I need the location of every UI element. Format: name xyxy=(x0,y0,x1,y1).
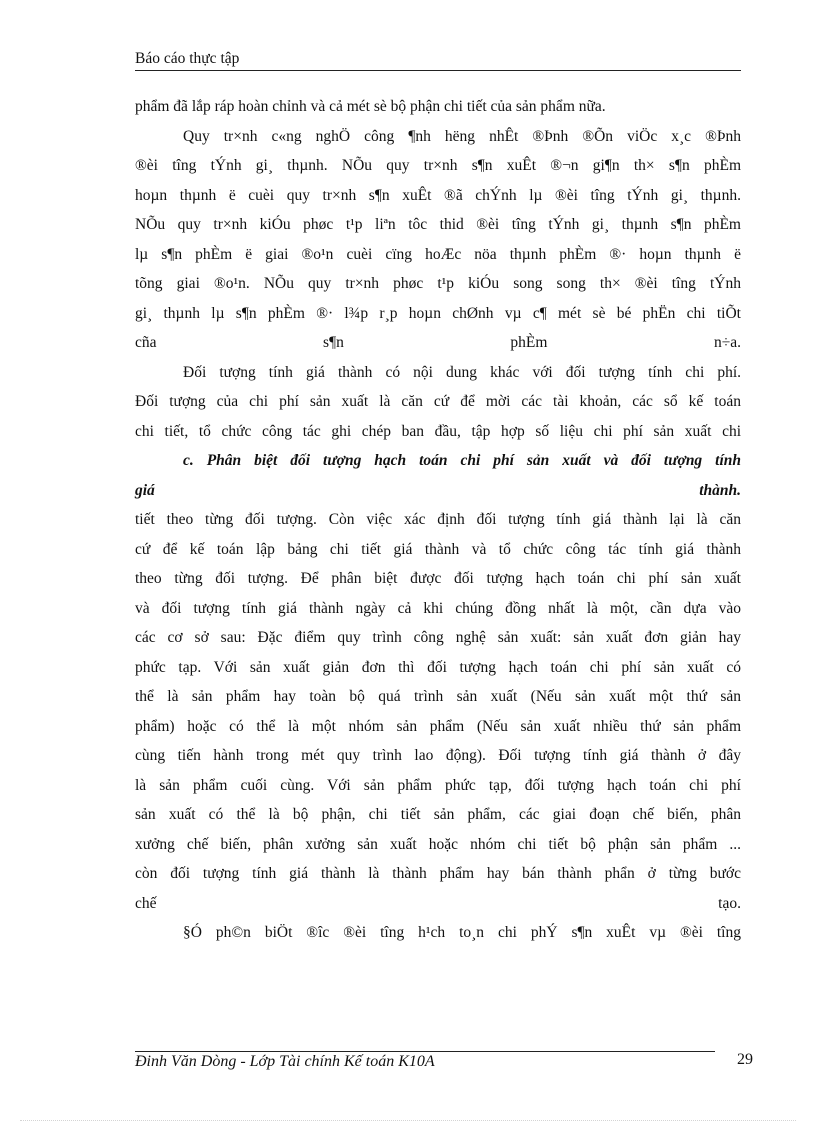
footer-rule xyxy=(135,1051,715,1052)
text-line: hoµn thµnh ë cuèi quy tr×nh s¶n xuÊt ®ã chÝnh lµ ®èi tîng tÝnh gi¸ thµnh. xyxy=(135,186,741,204)
text-line: sản xuất có thể là bộ phận, chi tiết sản phẩm, các giai đoạn chế biến, phân xyxy=(135,806,741,823)
page-number: 29 xyxy=(737,1051,753,1068)
text-line: thể là sản phẩm hay toàn bộ quá trình sản xuất (Nếu sản xuất một thứ sản xyxy=(135,688,741,705)
text-line: còn đối tượng tính giá thành là thành phẩm hay bán thành phẩn ở từng bước xyxy=(135,865,741,882)
page-edge-divider xyxy=(20,1120,796,1121)
text-line: chế tạo. xyxy=(135,894,741,912)
text-line: các cơ sở sau: Đặc điểm quy trình công nghệ sản xuất: sản xuất đơn giản hay xyxy=(135,629,741,646)
text-line: phức tạp. Với sản xuất giản đơn thì đối tượng hạch toán chi phí sản xuất có xyxy=(135,658,741,676)
text-line: là sản phẩm cuối cùng. Với sản phẩm phức tạp, đối tượng hạch toán chi phí xyxy=(135,776,741,794)
text-line: cứ để kế toán lập bảng chi tiết giá thành và tổ chức công tác tính giá thành xyxy=(135,540,741,558)
text-line: NÕu quy tr×nh kiÓu phøc t¹p liªn tôc thid ®èi tîng tÝnh gi¸ thµnh s¶n phÈm xyxy=(135,216,741,233)
text-line: theo từng đối tượng. Để phân biệt được đối tượng hạch toán chi phí sản xuất xyxy=(135,570,741,587)
text-line: phẩm) hoặc có thể là một nhóm sản phẩm (Nếu sản xuất nhiều thứ sản phẩm xyxy=(135,717,741,735)
text-line: cña s¶n phÈm n÷a. xyxy=(135,334,741,351)
text-line: tiết theo từng đối tượng. Còn việc xác định đối tượng tính giá thành lại là căn xyxy=(135,511,741,528)
section-heading-cont: giá thành. xyxy=(135,481,741,499)
text-line: lµ s¶n phÈm ë giai ®o¹n cuèi cïng hoÆc nöa thµnh phÈm ®· hoµn thµnh ë xyxy=(135,245,741,263)
footer-author: Đinh Văn Dòng - Lớp Tài chính Kế toán K10A xyxy=(135,1053,435,1070)
body-text xyxy=(135,92,741,948)
text-line: cùng tiến hành trong mét quy trình lao động). Đối tượng tính giá thành ở đây xyxy=(135,747,741,764)
page-header: Báo cáo thực tập xyxy=(135,50,741,71)
text-line: và đối tượng tính giá thành ngày cả khi chúng đồng nhất là một, cần dựa vào xyxy=(135,599,741,617)
text-line: Đối tượng tính giá thành có nội dung khác với đối tượng tính chi phí. xyxy=(183,363,741,381)
text-line: §Ó ph©n biÖt ®îc ®èi tîng h¹ch to¸n chi phÝ s¶n xuÊt vµ ®èi tîng xyxy=(183,924,741,941)
text-line: Đối tượng của chi phí sản xuất là căn cứ để mời các tài khoản, các sổ kế toán xyxy=(135,393,741,410)
section-heading: c. Phân biệt đối tượng hạch toán chi phí sản xuất và đối tượng tính xyxy=(183,452,741,469)
text-line: chi tiết, tổ chức công tác ghi chép ban đầu, tập hợp số liệu chi phí sản xuất chi xyxy=(135,422,741,440)
text-line: gi¸ thµnh lµ s¶n phÈm ®· l¾p r¸p hoµn chØnh vµ c¶ mét sè bé phËn chi tiÕt xyxy=(135,304,741,322)
text-line: ®èi tîng tÝnh gi¸ thµnh. NÕu quy tr×nh s¶n xuÊt ®¬n gi¶n th× s¶n phÈm xyxy=(135,157,741,174)
text-line: xưởng chế biến, phân xưởng sản xuất hoặc nhóm chi tiết bộ phận sản phẩm ... xyxy=(135,835,741,853)
text-line: Quy tr×nh c«ng nghÖ công ¶nh hëng nhÊt ®Þnh ®Õn viÖc x¸c ®Þnh xyxy=(183,127,741,145)
text-line: phẩm đã lắp ráp hoàn chỉnh và cả mét sè bộ phận chi tiết của sản phẩm nữa. xyxy=(135,98,606,115)
text-line: tõng giai ®o¹n. NÕu quy tr×nh phøc t¹p kiÓu song song th× ®èi tîng tÝnh xyxy=(135,275,741,292)
